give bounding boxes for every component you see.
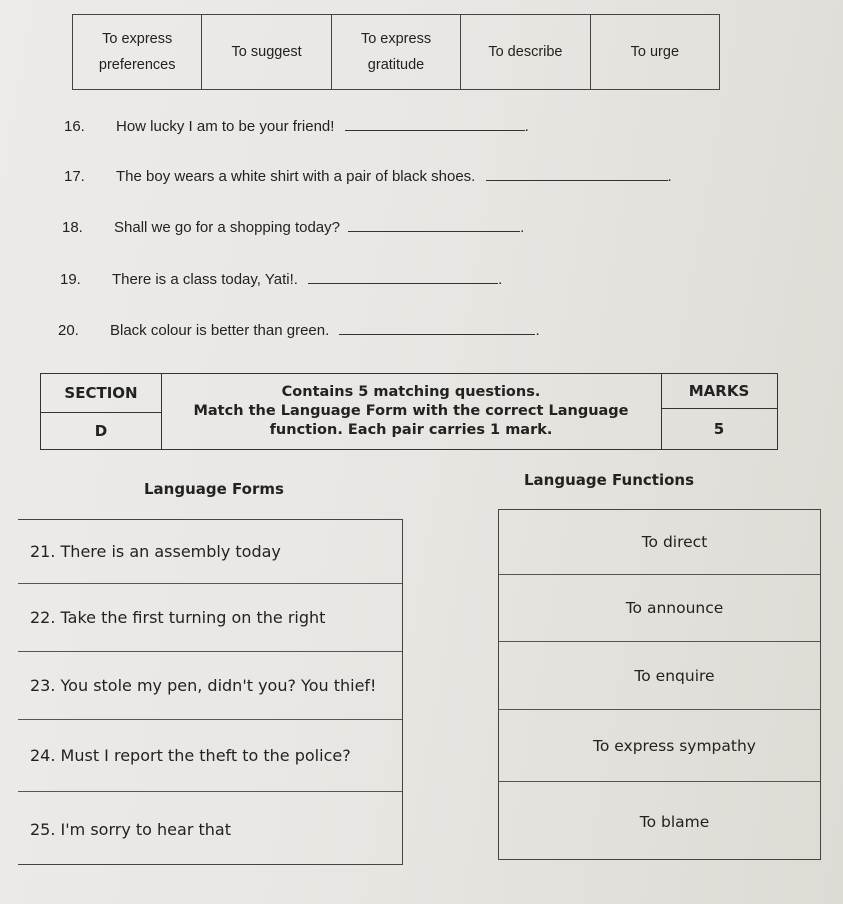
list-item[interactable]	[18, 520, 402, 584]
list-item[interactable]	[18, 720, 402, 792]
instruction-line: Match the Language Form with the correct Language	[193, 403, 629, 419]
option-cell	[591, 15, 719, 89]
option-cell	[202, 15, 331, 89]
function-text: To direct	[641, 533, 708, 551]
question-20	[58, 322, 540, 339]
section-label-cell	[41, 374, 162, 449]
option-text: gratitude	[367, 57, 425, 73]
function-text: To announce	[625, 599, 724, 617]
option-text: preferences	[98, 57, 176, 73]
question-18	[62, 219, 524, 236]
answer-blank[interactable]	[486, 179, 668, 181]
answer-blank[interactable]	[339, 333, 535, 335]
question-end: .	[520, 219, 525, 236]
question-number: 18.	[62, 219, 83, 236]
question-end: .	[667, 168, 672, 185]
form-text: 25. I'm sorry to hear that	[30, 819, 231, 839]
question-end: .	[535, 322, 540, 339]
form-text: 23. You stole my pen, didn't you? You thief!	[30, 676, 377, 695]
function-text: To blame	[639, 812, 710, 831]
function-options-table	[72, 14, 720, 90]
list-item[interactable]	[499, 710, 820, 782]
section-d-header	[40, 373, 778, 450]
instruction-line: Contains 5 matching questions.	[281, 384, 541, 400]
function-text: To enquire	[634, 666, 715, 685]
instruction-line: function. Each pair carries 1 mark.	[269, 422, 553, 438]
marks-label: MARKS	[661, 374, 777, 409]
answer-blank[interactable]	[308, 282, 498, 284]
language-functions-heading: Language Functions	[524, 471, 695, 489]
list-item[interactable]	[499, 642, 820, 710]
language-forms-list	[18, 519, 403, 865]
form-text: 21. There is an assembly today	[30, 542, 281, 561]
language-functions-list	[498, 509, 821, 860]
option-text: To suggest	[231, 44, 302, 60]
list-item[interactable]	[18, 584, 402, 652]
option-text: To express	[360, 31, 432, 47]
question-text: How lucky I am to be your friend!	[116, 118, 335, 135]
question-end: .	[524, 118, 529, 135]
question-number: 19.	[60, 271, 81, 288]
question-text: The boy wears a white shirt with a pair of black shoes.	[116, 168, 476, 185]
question-number: 20.	[58, 322, 79, 339]
question-text: Black colour is better than green.	[110, 322, 330, 339]
answer-blank[interactable]	[345, 129, 525, 131]
question-17	[64, 168, 672, 185]
list-item[interactable]	[499, 575, 820, 642]
section-label: SECTION	[41, 374, 161, 413]
question-number: 17.	[64, 168, 85, 185]
option-text: To describe	[488, 44, 563, 60]
list-item[interactable]	[18, 652, 402, 720]
marks-cell	[661, 374, 777, 449]
question-16	[64, 118, 529, 135]
option-cell	[461, 15, 590, 89]
option-text: To express	[102, 31, 173, 47]
section-instructions	[161, 374, 662, 449]
question-text: There is a class today, Yati!.	[112, 271, 298, 288]
marks-value: 5	[713, 420, 725, 439]
question-end: .	[498, 271, 503, 288]
question-text: Shall we go for a shopping today?	[114, 219, 340, 236]
section-letter: D	[94, 422, 108, 441]
option-text: To urge	[630, 44, 680, 60]
option-cell	[332, 15, 461, 89]
list-item[interactable]	[499, 510, 820, 575]
question-19	[60, 271, 502, 288]
language-forms-heading: Language Forms	[144, 480, 284, 498]
function-text: To express sympathy	[593, 736, 756, 755]
answer-blank[interactable]	[348, 230, 520, 232]
form-text: 24. Must I report the theft to the police?	[30, 746, 351, 765]
option-cell	[73, 15, 202, 89]
form-text: 22. Take the first turning on the right	[30, 608, 326, 627]
question-number: 16.	[64, 118, 85, 135]
list-item[interactable]	[499, 782, 820, 861]
list-item[interactable]	[18, 792, 402, 866]
